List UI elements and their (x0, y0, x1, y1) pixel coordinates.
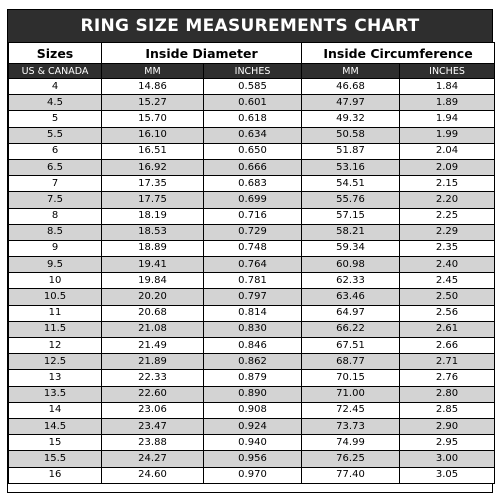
circumference-mm-cell: 74.99 (302, 435, 400, 451)
diameter-mm-cell: 15.27 (102, 95, 204, 111)
diameter-inches-cell: 0.908 (204, 402, 302, 418)
ring-size-table (8, 42, 495, 484)
circumference-inches-cell: 2.15 (400, 176, 495, 192)
diameter-inches-cell: 0.634 (204, 127, 302, 143)
diameter-inches-cell: 0.830 (204, 321, 302, 337)
diameter-inches-cell: 0.924 (204, 418, 302, 434)
ring-size-cell: 10 (9, 273, 102, 289)
diameter-inches-cell: 0.797 (204, 289, 302, 305)
table-row (9, 192, 495, 208)
diameter-inches-cell: 0.862 (204, 354, 302, 370)
ring-size-cell: 14 (9, 402, 102, 418)
circumference-mm-cell: 77.40 (302, 467, 400, 483)
diameter-mm-cell: 17.75 (102, 192, 204, 208)
table-row (9, 402, 495, 418)
circumference-mm-cell: 58.21 (302, 224, 400, 240)
ring-size-cell: 7.5 (9, 192, 102, 208)
circumference-inches-cell: 2.76 (400, 370, 495, 386)
circumference-mm-cell: 63.46 (302, 289, 400, 305)
diameter-inches-cell: 0.683 (204, 176, 302, 192)
inside-circumference-header: Inside Circumference (302, 43, 495, 64)
diameter-mm-cell: 18.53 (102, 224, 204, 240)
ring-size-chart (7, 9, 493, 493)
circumference-inches-cell: 2.61 (400, 321, 495, 337)
circumference-inches-cell: 2.09 (400, 159, 495, 175)
circumference-inches-cell: 2.50 (400, 289, 495, 305)
circumference-mm-cell: 62.33 (302, 273, 400, 289)
diameter-mm-cell: 19.84 (102, 273, 204, 289)
circumference-inches-cell: 2.85 (400, 402, 495, 418)
circumference-inches-cell: 3.05 (400, 467, 495, 483)
circumference-inches-cell: 2.66 (400, 338, 495, 354)
circumference-inches-cell: 2.56 (400, 305, 495, 321)
ring-size-cell: 9 (9, 240, 102, 256)
diameter-inches-cell: 0.601 (204, 95, 302, 111)
table-body (9, 79, 495, 484)
table-row (9, 435, 495, 451)
diameter-inches-cell: 0.879 (204, 370, 302, 386)
diameter-inches-cell: 0.699 (204, 192, 302, 208)
table-row (9, 127, 495, 143)
circumference-mm-cell: 53.16 (302, 159, 400, 175)
circumference-mm-cell: 51.87 (302, 143, 400, 159)
diameter-inches-cell: 0.729 (204, 224, 302, 240)
diameter-mm-cell: 21.49 (102, 338, 204, 354)
circumference-mm-header: MM (302, 64, 400, 79)
circumference-inches-cell: 2.29 (400, 224, 495, 240)
diameter-inches-cell: 0.890 (204, 386, 302, 402)
ring-size-cell: 7 (9, 176, 102, 192)
diameter-mm-cell: 18.89 (102, 240, 204, 256)
diameter-mm-cell: 21.89 (102, 354, 204, 370)
circumference-mm-cell: 70.15 (302, 370, 400, 386)
table-row (9, 159, 495, 175)
circumference-inches-cell: 2.95 (400, 435, 495, 451)
table-row (9, 224, 495, 240)
diameter-mm-cell: 18.19 (102, 208, 204, 224)
circumference-mm-cell: 66.22 (302, 321, 400, 337)
diameter-mm-cell: 24.60 (102, 467, 204, 483)
diameter-inches-cell: 0.585 (204, 79, 302, 95)
diameter-mm-cell: 24.27 (102, 451, 204, 467)
diameter-mm-cell: 22.60 (102, 386, 204, 402)
circumference-inches-header: INCHES (400, 64, 495, 79)
diameter-inches-cell: 0.781 (204, 273, 302, 289)
circumference-mm-cell: 59.34 (302, 240, 400, 256)
circumference-inches-cell: 2.45 (400, 273, 495, 289)
circumference-mm-cell: 73.73 (302, 418, 400, 434)
ring-size-cell: 4.5 (9, 95, 102, 111)
circumference-inches-cell: 2.71 (400, 354, 495, 370)
chart-title: RING SIZE MEASUREMENTS CHART (8, 10, 492, 42)
circumference-inches-cell: 1.99 (400, 127, 495, 143)
ring-size-cell: 13.5 (9, 386, 102, 402)
circumference-mm-cell: 50.58 (302, 127, 400, 143)
table-row (9, 354, 495, 370)
circumference-inches-cell: 1.89 (400, 95, 495, 111)
table-row (9, 208, 495, 224)
circumference-mm-cell: 46.68 (302, 79, 400, 95)
circumference-inches-cell: 2.35 (400, 240, 495, 256)
table-row (9, 321, 495, 337)
diameter-mm-cell: 23.47 (102, 418, 204, 434)
ring-size-cell: 11 (9, 305, 102, 321)
diameter-inches-cell: 0.650 (204, 143, 302, 159)
diameter-mm-cell: 21.08 (102, 321, 204, 337)
diameter-mm-header: MM (102, 64, 204, 79)
table-row (9, 418, 495, 434)
ring-size-cell: 11.5 (9, 321, 102, 337)
circumference-mm-cell: 71.00 (302, 386, 400, 402)
ring-size-cell: 5 (9, 111, 102, 127)
circumference-inches-cell: 1.94 (400, 111, 495, 127)
ring-size-cell: 6.5 (9, 159, 102, 175)
inside-diameter-header: Inside Diameter (102, 43, 302, 64)
ring-size-cell: 15 (9, 435, 102, 451)
circumference-mm-cell: 60.98 (302, 257, 400, 273)
diameter-mm-cell: 23.06 (102, 402, 204, 418)
circumference-inches-cell: 2.90 (400, 418, 495, 434)
table-row (9, 240, 495, 256)
ring-size-cell: 13 (9, 370, 102, 386)
diameter-mm-cell: 23.88 (102, 435, 204, 451)
circumference-mm-cell: 49.32 (302, 111, 400, 127)
diameter-mm-cell: 20.20 (102, 289, 204, 305)
ring-size-cell: 4 (9, 79, 102, 95)
table-row (9, 273, 495, 289)
table-row (9, 386, 495, 402)
ring-size-cell: 14.5 (9, 418, 102, 434)
diameter-inches-cell: 0.666 (204, 159, 302, 175)
table-row (9, 176, 495, 192)
table-row (9, 257, 495, 273)
circumference-mm-cell: 67.51 (302, 338, 400, 354)
table-row (9, 451, 495, 467)
diameter-inches-cell: 0.846 (204, 338, 302, 354)
circumference-inches-cell: 2.40 (400, 257, 495, 273)
diameter-inches-cell: 0.618 (204, 111, 302, 127)
diameter-inches-cell: 0.956 (204, 451, 302, 467)
circumference-mm-cell: 55.76 (302, 192, 400, 208)
sizes-header: Sizes (9, 43, 102, 64)
region-header: US & CANADA (9, 64, 102, 79)
diameter-mm-cell: 16.92 (102, 159, 204, 175)
ring-size-cell: 6 (9, 143, 102, 159)
diameter-inches-cell: 0.814 (204, 305, 302, 321)
circumference-mm-cell: 72.45 (302, 402, 400, 418)
circumference-mm-cell: 47.97 (302, 95, 400, 111)
diameter-mm-cell: 14.86 (102, 79, 204, 95)
table-row (9, 305, 495, 321)
diameter-inches-cell: 0.764 (204, 257, 302, 273)
table-row (9, 95, 495, 111)
diameter-mm-cell: 17.35 (102, 176, 204, 192)
circumference-mm-cell: 57.15 (302, 208, 400, 224)
circumference-inches-cell: 2.80 (400, 386, 495, 402)
diameter-mm-cell: 20.68 (102, 305, 204, 321)
table-row (9, 338, 495, 354)
diameter-inches-cell: 0.970 (204, 467, 302, 483)
diameter-inches-cell: 0.716 (204, 208, 302, 224)
ring-size-cell: 9.5 (9, 257, 102, 273)
ring-size-cell: 10.5 (9, 289, 102, 305)
diameter-mm-cell: 22.33 (102, 370, 204, 386)
circumference-inches-cell: 3.00 (400, 451, 495, 467)
group-header-row (9, 43, 495, 64)
diameter-mm-cell: 19.41 (102, 257, 204, 273)
ring-size-cell: 5.5 (9, 127, 102, 143)
table-row (9, 111, 495, 127)
circumference-mm-cell: 64.97 (302, 305, 400, 321)
table-row (9, 79, 495, 95)
ring-size-cell: 15.5 (9, 451, 102, 467)
circumference-inches-cell: 2.04 (400, 143, 495, 159)
table-row (9, 289, 495, 305)
table-row (9, 370, 495, 386)
diameter-mm-cell: 15.70 (102, 111, 204, 127)
circumference-inches-cell: 1.84 (400, 79, 495, 95)
diameter-inches-cell: 0.940 (204, 435, 302, 451)
circumference-inches-cell: 2.20 (400, 192, 495, 208)
circumference-mm-cell: 76.25 (302, 451, 400, 467)
ring-size-cell: 8 (9, 208, 102, 224)
unit-header-row (9, 64, 495, 79)
diameter-inches-header: INCHES (204, 64, 302, 79)
table-row (9, 143, 495, 159)
circumference-inches-cell: 2.25 (400, 208, 495, 224)
diameter-mm-cell: 16.51 (102, 143, 204, 159)
circumference-mm-cell: 54.51 (302, 176, 400, 192)
circumference-mm-cell: 68.77 (302, 354, 400, 370)
diameter-mm-cell: 16.10 (102, 127, 204, 143)
ring-size-cell: 12.5 (9, 354, 102, 370)
table-row (9, 467, 495, 483)
ring-size-cell: 8.5 (9, 224, 102, 240)
ring-size-cell: 16 (9, 467, 102, 483)
diameter-inches-cell: 0.748 (204, 240, 302, 256)
ring-size-cell: 12 (9, 338, 102, 354)
